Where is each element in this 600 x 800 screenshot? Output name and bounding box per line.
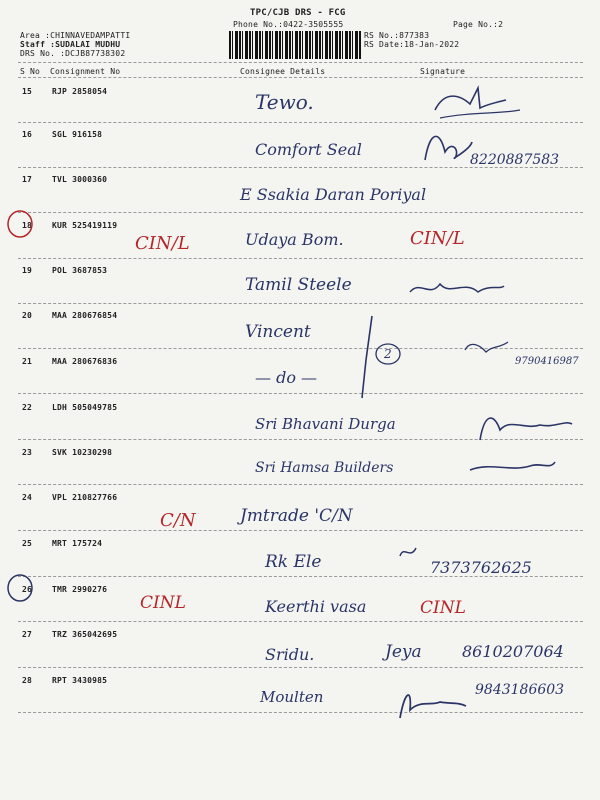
consignee-details: Sri Bhavani Durga	[255, 415, 396, 433]
signature-mark	[470, 462, 555, 470]
rs-number: RS No.:877383	[364, 31, 430, 40]
signature-mark	[400, 548, 416, 556]
row-consignment: RPT 3430985	[52, 676, 108, 685]
row-sno: 25	[22, 539, 33, 548]
row-consignment: MAA 280676854	[52, 311, 118, 320]
row-consignment: KUR 525419119	[52, 221, 118, 230]
row-consignment: MAA 280676836	[52, 357, 118, 366]
consignee-phone: 8220887583	[470, 152, 560, 168]
signature-mark	[410, 284, 504, 292]
row-consignment: SGL 916158	[52, 130, 103, 139]
consignee-details: Rk Ele	[265, 552, 322, 572]
row-sno: 15	[22, 87, 33, 96]
row-sno: 22	[22, 403, 33, 412]
row-consignment: TMR 2990276	[52, 585, 108, 594]
row-divider	[18, 484, 583, 485]
row-divider	[18, 667, 583, 668]
signature-mark	[480, 418, 572, 440]
row-consignment: TRZ 365042695	[52, 630, 118, 639]
consignee-phone: 7373762625	[430, 558, 532, 577]
row-divider	[18, 258, 583, 259]
col-consignment: Consignment No	[50, 67, 121, 76]
consignee-phone: 9843186603	[475, 682, 565, 698]
document-title: TPC/CJB DRS - FCG	[250, 8, 346, 18]
signatory-name: Jeya	[385, 642, 422, 662]
row-divider	[18, 348, 583, 349]
row-sno: 23	[22, 448, 33, 457]
col-signature: Signature	[420, 67, 466, 76]
row-consignment: VPL 210827766	[52, 493, 118, 502]
consignee-details: Tamil Steele	[245, 275, 352, 295]
staff-label: Staff :SUDALAI MUDHU	[20, 40, 121, 49]
bracket-line	[362, 316, 372, 398]
consignee-details: — do —	[255, 368, 318, 387]
row-consignment: LDH 505049785	[52, 403, 118, 412]
remark-left: C/N	[160, 510, 196, 531]
row-sno: 17	[22, 175, 33, 184]
row-divider	[18, 530, 583, 531]
signature-mark	[435, 88, 506, 110]
col-consignee: Consignee Details	[240, 67, 326, 76]
consignee-details: Tewo.	[255, 90, 314, 114]
row-sno: 18	[22, 221, 33, 230]
rs-date: RS Date:18-Jan-2022	[364, 40, 460, 49]
consignee-details: Jmtrade 'C/N	[240, 506, 353, 526]
consignee-details: Udaya Bom.	[245, 230, 344, 249]
barcode	[229, 31, 361, 59]
consignee-details: Sri Hamsa Builders	[255, 460, 394, 476]
row-sno: 26	[22, 585, 33, 594]
row-consignment: TVL 3000360	[52, 175, 108, 184]
consignee-details: Moulten	[260, 688, 324, 706]
consignee-details: Vincent	[245, 322, 311, 342]
consignee-details: Keerthi vasa	[265, 597, 367, 616]
drs-number: DRS No. :DCJB87738302	[20, 49, 126, 58]
signature-mark	[465, 342, 508, 352]
page-number: Page No.:2	[453, 20, 504, 29]
row-divider	[18, 122, 583, 123]
signature-mark	[400, 695, 466, 718]
row-consignment: RJP 2858054	[52, 87, 108, 96]
header-rule-bottom	[18, 77, 583, 78]
consignee-phone: 8610207064	[462, 642, 564, 661]
area-label: Area :CHINNAVEDAMPATTI	[20, 31, 131, 40]
row-divider	[18, 712, 583, 713]
row-consignment: SVK 10230298	[52, 448, 113, 457]
row-divider	[18, 393, 583, 394]
consignee-details: Comfort Seal	[255, 140, 362, 159]
phone-number: Phone No.:0422-3505555	[233, 20, 344, 29]
inline-mark-text: 2	[384, 347, 392, 361]
row-sno: 19	[22, 266, 33, 275]
row-consignment: MRT 175724	[52, 539, 103, 548]
consignee-details: Sridu.	[265, 645, 315, 664]
row-sno: 20	[22, 311, 33, 320]
remark-left: CINL	[140, 593, 186, 613]
consignee-phone: 9790416987	[515, 356, 579, 367]
remark-left: CIN/L	[135, 233, 190, 254]
row-sno: 16	[22, 130, 33, 139]
header-rule-top	[18, 62, 583, 63]
row-divider	[18, 621, 583, 622]
row-sno: 27	[22, 630, 33, 639]
row-sno: 21	[22, 357, 33, 366]
row-divider	[18, 212, 583, 213]
row-sno: 24	[22, 493, 33, 502]
consignee-details: E Ssakia Daran Poriyal	[240, 185, 427, 204]
col-sno: S No	[20, 67, 41, 76]
remark: CINL	[420, 598, 466, 618]
remark: CIN/L	[410, 228, 465, 249]
row-consignment: POL 3687853	[52, 266, 108, 275]
signature-mark	[425, 136, 472, 160]
row-sno: 28	[22, 676, 33, 685]
row-divider	[18, 439, 583, 440]
signature-mark	[440, 110, 520, 118]
row-divider	[18, 303, 583, 304]
